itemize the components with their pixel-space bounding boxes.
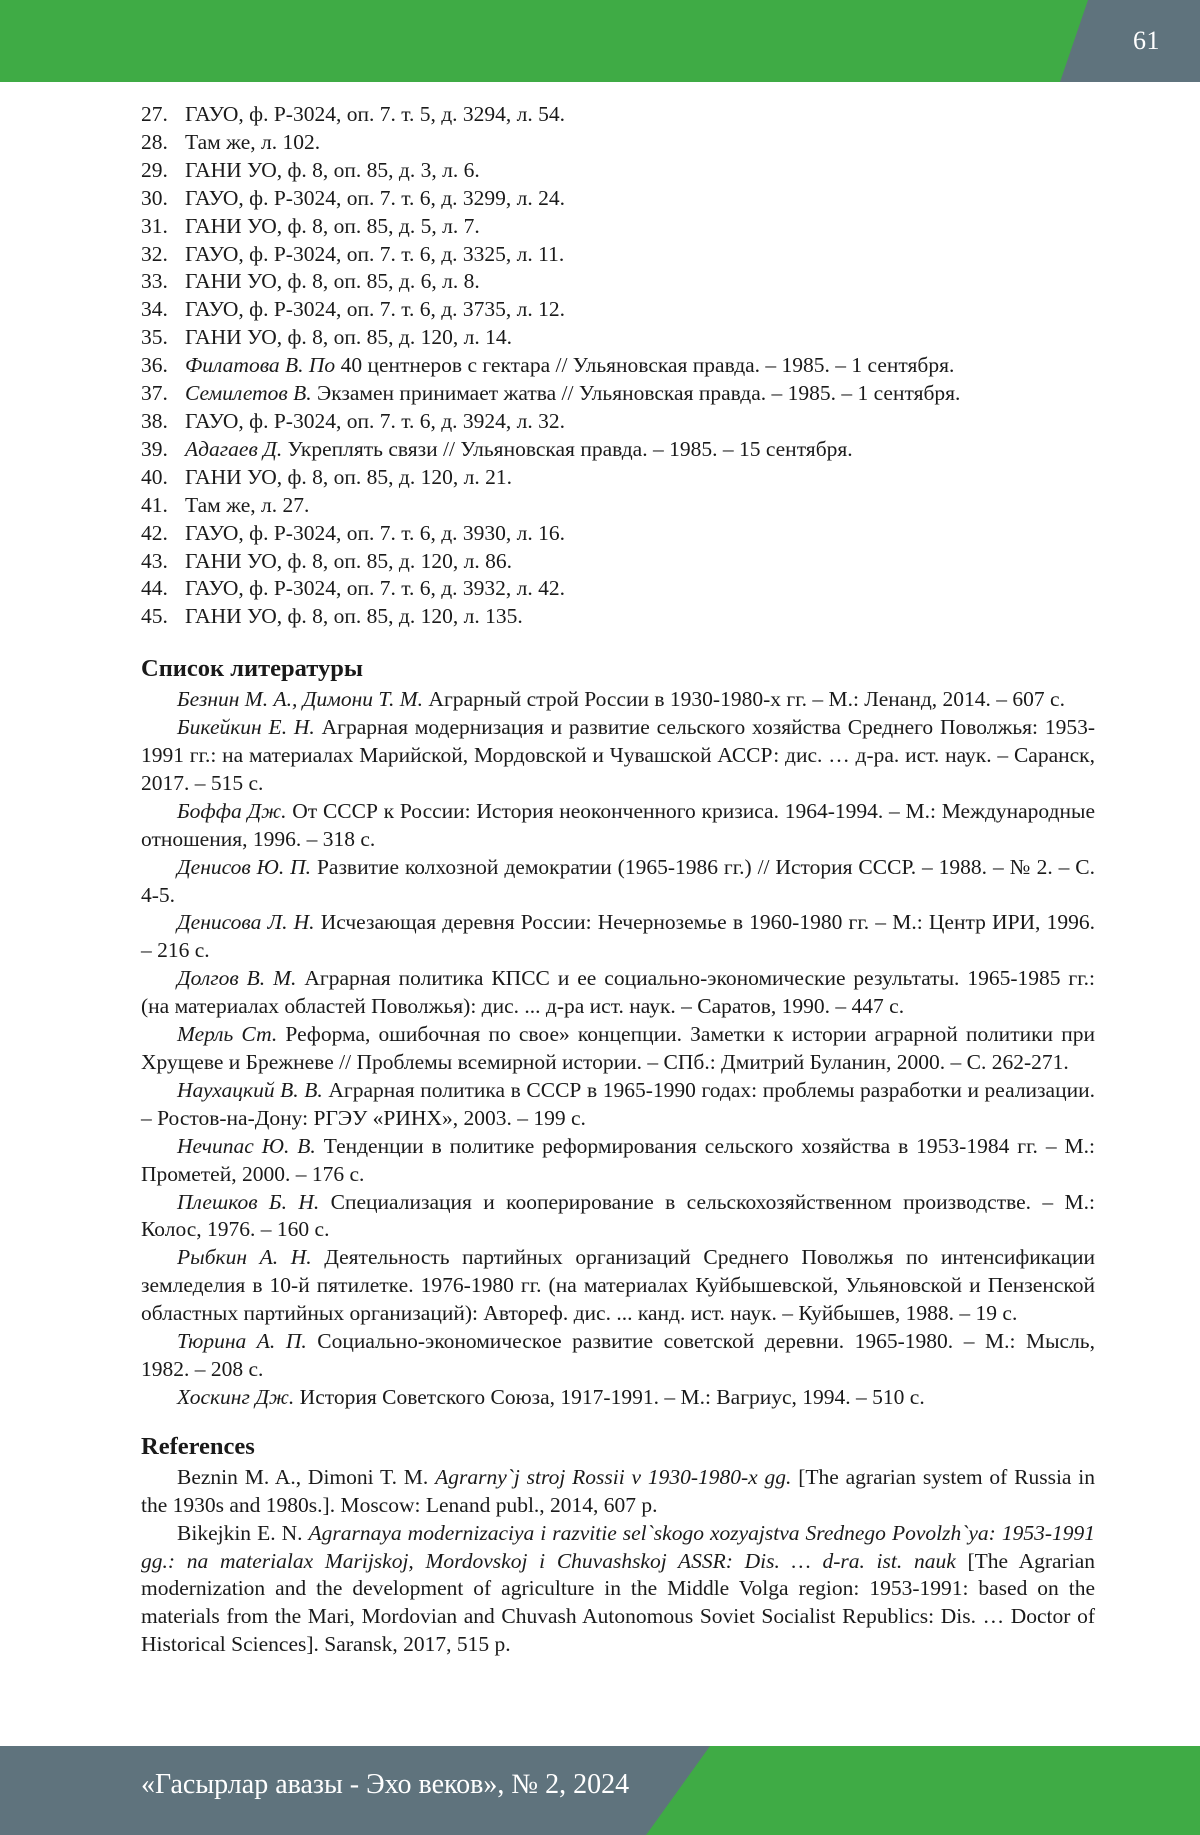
literature-item	[141, 965, 1095, 1021]
reference-author: Bikejkin E. N.	[177, 1521, 309, 1545]
endnote-text	[185, 268, 480, 296]
reference-item	[141, 1464, 1095, 1520]
endnote-source: ГАНИ УО, ф. 8, оп. 85, д. 120, л. 86.	[185, 549, 512, 573]
literature-item	[141, 1133, 1095, 1189]
endnote-text	[185, 324, 512, 352]
endnote-text	[185, 380, 960, 408]
endnote-source: ГАУО, ф. Р-3024, оп. 7. т. 5, д. 3294, л. 54.	[185, 102, 565, 126]
endnote-text	[185, 157, 480, 185]
literature-author: Долгов В. М.	[177, 966, 296, 990]
endnote-number: 34.	[141, 296, 185, 324]
endnote-text	[185, 436, 853, 464]
endnote-item	[141, 352, 1095, 380]
page-content	[141, 101, 1095, 1659]
literature-item	[141, 1189, 1095, 1245]
endnote-item	[141, 464, 1095, 492]
page-number: 61	[1133, 26, 1160, 56]
literature-item	[141, 1384, 1095, 1412]
endnote-source: ГАУО, ф. Р-3024, оп. 7. т. 6, д. 3932, л. 42.	[185, 576, 565, 600]
literature-author: Безнин М. А., Димони Т. М.	[177, 687, 423, 711]
endnote-item	[141, 492, 1095, 520]
endnote-item	[141, 185, 1095, 213]
endnote-number: 38.	[141, 408, 185, 436]
endnote-text	[185, 213, 480, 241]
endnote-author: Филатова В. По	[185, 353, 335, 377]
endnote-source: ГАНИ УО, ф. 8, оп. 85, д. 3, л. 6.	[185, 158, 480, 182]
endnote-number: 44.	[141, 575, 185, 603]
literature-item	[141, 1328, 1095, 1384]
reference-item	[141, 1520, 1095, 1660]
endnote-number: 32.	[141, 241, 185, 269]
endnote-number: 37.	[141, 380, 185, 408]
literature-text: Тенденции в политике реформирования сельского хозяйства в 1953-1984 гг. – М.: Прометей, 2000. – 176 с.	[141, 1134, 1095, 1186]
literature-author: Плешков Б. Н.	[177, 1190, 319, 1214]
endnote-text	[185, 296, 565, 324]
endnote-text	[185, 603, 523, 631]
reference-title: Agrarnaya modernizaciya i razvitie sel`skogo xozyajstva Srednego Povolzh`ya: 1953-1991 gg.: na materialax Marijskoj, Mordovskoj i Chuvashskoj ASSR: Dis. … d-ra. ist. nauk	[141, 1521, 1095, 1573]
endnote-number: 35.	[141, 324, 185, 352]
literature-item	[141, 909, 1095, 965]
endnote-source: Там же, л. 27.	[185, 493, 309, 517]
endnote-number: 29.	[141, 157, 185, 185]
literature-text: Деятельность партийных организаций Среднего Поволжья по интенсификации земледелия в 10-й пятилетке. 1976-1980 гг. (на материалах Куйбышевской, Ульяновской и Пензенской областных партийных организаций): Автореф. дис. ... канд. ист. наук. – Куйбышев, 1988. – 19 с.	[141, 1245, 1095, 1325]
endnote-item	[141, 268, 1095, 296]
endnote-source: Там же, л. 102.	[185, 130, 320, 154]
literature-item	[141, 1021, 1095, 1077]
endnote-item	[141, 296, 1095, 324]
endnote-source: ГАНИ УО, ф. 8, оп. 85, д. 6, л. 8.	[185, 269, 480, 293]
endnote-number: 31.	[141, 213, 185, 241]
endnote-item	[141, 548, 1095, 576]
endnote-item	[141, 520, 1095, 548]
endnote-number: 28.	[141, 129, 185, 157]
reference-author: Beznin M. A., Dimoni T. M.	[177, 1465, 435, 1489]
endnote-source: ГАУО, ф. Р-3024, оп. 7. т. 6, д. 3325, л. 11.	[185, 242, 564, 266]
endnote-number: 33.	[141, 268, 185, 296]
endnote-number: 39.	[141, 436, 185, 464]
endnote-author: Адагаев Д.	[185, 437, 282, 461]
literature-author: Денисова Л. Н.	[177, 910, 315, 934]
endnote-item	[141, 129, 1095, 157]
references-heading: References	[141, 1432, 1095, 1462]
literature-text: Реформа, ошибочная по свое» концепции. Заметки к истории аграрной политики при Хрущеве и Брежневе // Проблемы всемирной истории. – СПб.: Дмитрий Буланин, 2000. – С. 262-271.	[141, 1022, 1095, 1074]
references-list	[141, 1464, 1095, 1659]
endnote-number: 36.	[141, 352, 185, 380]
endnote-number: 43.	[141, 548, 185, 576]
endnote-item	[141, 575, 1095, 603]
endnote-text	[185, 129, 320, 157]
endnote-text	[185, 492, 309, 520]
endnote-source: 40 центнеров с гектара // Ульяновская правда. – 1985. – 1 сентября.	[335, 353, 954, 377]
endnote-source: ГАНИ УО, ф. 8, оп. 85, д. 120, л. 14.	[185, 325, 512, 349]
endnote-item	[141, 408, 1095, 436]
literature-text: Аграрный строй России в 1930-1980-х гг. – М.: Ленанд, 2014. – 607 с.	[423, 687, 1065, 711]
endnote-source: Экзамен принимает жатва // Ульяновская правда. – 1985. – 1 сентября.	[312, 381, 961, 405]
endnote-item	[141, 241, 1095, 269]
endnote-item	[141, 603, 1095, 631]
endnote-source: ГАУО, ф. Р-3024, оп. 7. т. 6, д. 3299, л. 24.	[185, 186, 565, 210]
literature-text: Социально-экономическое развитие советской деревни. 1965-1980. – М.: Мысль, 1982. – 208 с.	[141, 1329, 1095, 1381]
literature-author: Тюрина А. П.	[177, 1329, 307, 1353]
literature-text: История Советского Союза, 1917-1991. – М.: Вагриус, 1994. – 510 с.	[294, 1385, 924, 1409]
endnote-text	[185, 520, 565, 548]
literature-text: Аграрная политика КПСС и ее социально-экономические результаты. 1965-1985 гг.: (на материалах областей Поволжья): дис. ... д-ра ист. наук. – Саратов, 1990. – 447 с.	[141, 966, 1095, 1018]
endnote-source: ГАНИ УО, ф. 8, оп. 85, д. 120, л. 21.	[185, 465, 512, 489]
endnote-number: 42.	[141, 520, 185, 548]
reference-text: [The agrarian system of Russia in the 1930s and 1980s.]. Moscow: Lenand publ., 2014, 607 p.	[141, 1465, 1095, 1517]
endnote-source: ГАНИ УО, ф. 8, оп. 85, д. 120, л. 135.	[185, 604, 523, 628]
endnote-source: Укреплять связи // Ульяновская правда. – 1985. – 15 сентября.	[282, 437, 852, 461]
endnote-text	[185, 408, 565, 436]
endnote-number: 45.	[141, 603, 185, 631]
endnote-author: Семилетов В.	[185, 381, 312, 405]
header-bar	[0, 0, 1200, 82]
endnote-number: 27.	[141, 101, 185, 129]
reference-text: [The Agrarian modernization and the development of agriculture in the Middle Volga region: 1953-1991: based on the materials from the Mari, Mordovian and Chuvash Autonomous Soviet Socialist Republics: Dis. … Doctor of Historical Sciences]. Saransk, 2017, 515 p.	[141, 1549, 1095, 1657]
endnote-source: ГАНИ УО, ф. 8, оп. 85, д. 5, л. 7.	[185, 214, 480, 238]
literature-text: Специализация и кооперирование в сельскохозяйственном производстве. – М.: Колос, 1976. – 160 с.	[141, 1190, 1095, 1242]
endnote-source: ГАУО, ф. Р-3024, оп. 7. т. 6, д. 3924, л. 32.	[185, 409, 565, 433]
literature-text: Аграрная политика в СССР в 1965-1990 годах: проблемы разработки и реализации. – Ростов-на-Дону: РГЭУ «РИНХ», 2003. – 199 с.	[141, 1078, 1095, 1130]
literature-author: Боффа Дж.	[177, 799, 287, 823]
literature-item	[141, 1077, 1095, 1133]
literature-author: Нечипас Ю. В.	[177, 1134, 316, 1158]
endnote-item	[141, 324, 1095, 352]
literature-list	[141, 686, 1095, 1412]
literature-author: Рыбкин А. Н.	[177, 1245, 312, 1269]
literature-text: Исчезающая деревня России: Нечерноземье в 1960-1980 гг. – М.: Центр ИРИ, 1996. – 216 с.	[141, 910, 1095, 962]
endnote-source: ГАУО, ф. Р-3024, оп. 7. т. 6, д. 3930, л. 16.	[185, 521, 565, 545]
endnote-text	[185, 548, 512, 576]
endnote-source: ГАУО, ф. Р-3024, оп. 7. т. 6, д. 3735, л. 12.	[185, 297, 565, 321]
literature-author: Бикейкин Е. Н.	[177, 715, 315, 739]
endnote-item	[141, 436, 1095, 464]
endnote-text	[185, 241, 564, 269]
endnote-item	[141, 157, 1095, 185]
reference-title: Agrarny`j stroj Rossii v 1930-1980-x gg.	[435, 1465, 791, 1489]
endnote-text	[185, 101, 565, 129]
endnote-text	[185, 575, 565, 603]
literature-item	[141, 854, 1095, 910]
literature-text: От СССР к России: История неоконченного кризиса. 1964-1994. – М.: Международные отношения, 1996. – 318 с.	[141, 799, 1095, 851]
literature-text: Развитие колхозной демократии (1965-1986 гг.) // История СССР. – 1988. – № 2. – С. 4-5.	[141, 855, 1095, 907]
literature-author: Денисов Ю. П.	[177, 855, 311, 879]
literature-heading: Список литературы	[141, 654, 1095, 684]
literature-item	[141, 714, 1095, 798]
endnote-text	[185, 464, 512, 492]
literature-author: Наухацкий В. В.	[177, 1078, 323, 1102]
endnote-item	[141, 380, 1095, 408]
literature-item	[141, 686, 1095, 714]
literature-item	[141, 798, 1095, 854]
endnote-item	[141, 213, 1095, 241]
endnote-number: 41.	[141, 492, 185, 520]
endnote-number: 40.	[141, 464, 185, 492]
endnote-text	[185, 352, 954, 380]
endnotes-list	[141, 101, 1095, 631]
literature-author: Хоскинг Дж.	[177, 1385, 294, 1409]
literature-author: Мерль Ст.	[177, 1022, 277, 1046]
endnote-text	[185, 185, 565, 213]
literature-text: Аграрная модернизация и развитие сельского хозяйства Среднего Поволжья: 1953-1991 гг.: на материалах Марийской, Мордовской и Чувашской АССР: дис. … д-ра. ист. наук. – Саранск, 2017. – 515 с.	[141, 715, 1095, 795]
journal-name: «Гасырлар авазы - Эхо веков», № 2, 2024	[141, 1769, 629, 1801]
endnote-number: 30.	[141, 185, 185, 213]
endnote-item	[141, 101, 1095, 129]
literature-item	[141, 1244, 1095, 1328]
